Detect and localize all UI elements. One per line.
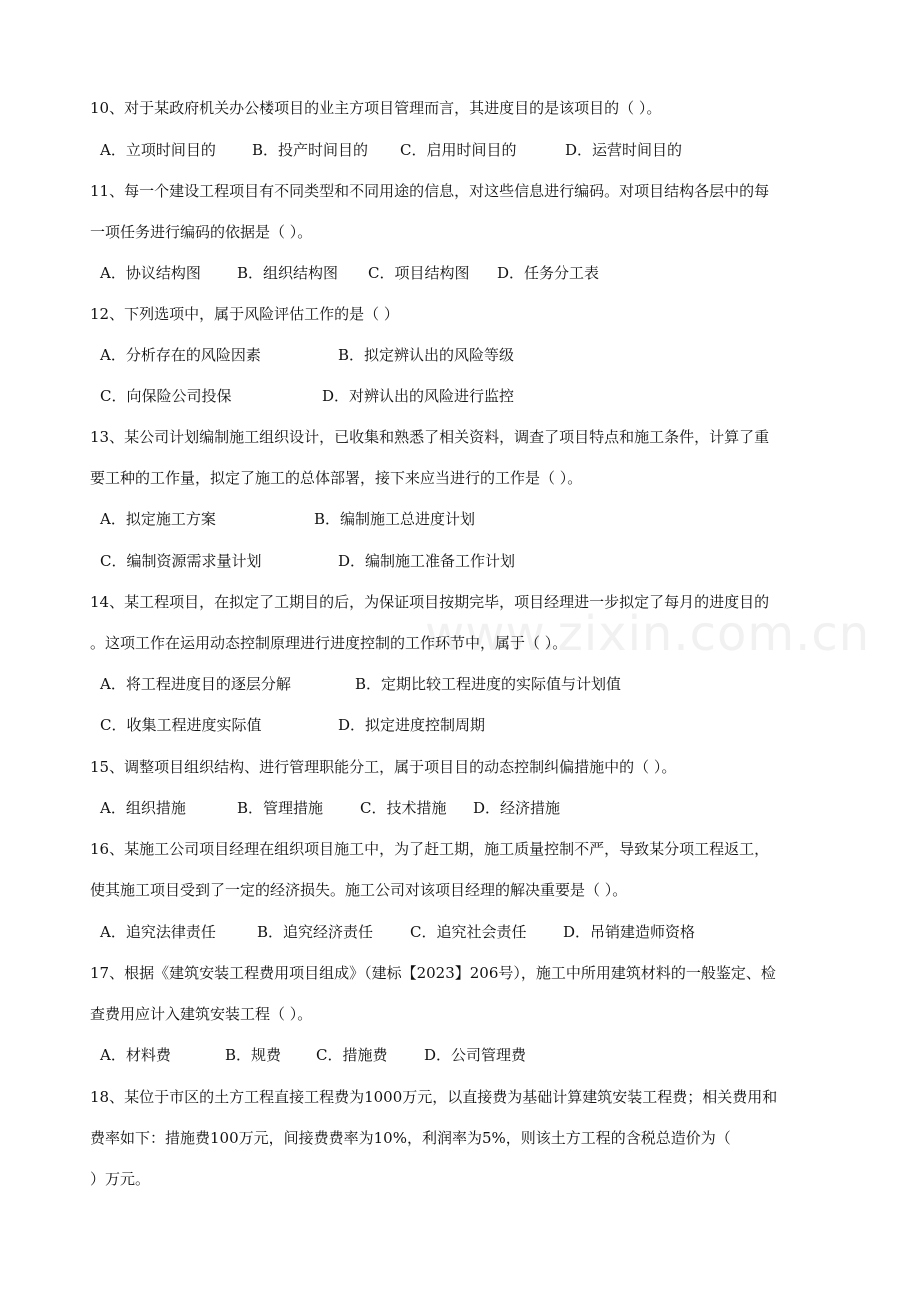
question-14-option-d: D．拟定进度控制周期 — [338, 716, 486, 734]
question-13-option-b: B．编制施工总进度计划 — [314, 510, 476, 528]
question-16-option-c: C．追究社会责任 — [410, 923, 527, 941]
question-14-option-c: C．收集工程进度实际值 — [100, 716, 262, 734]
question-11-stem-line-1: 11、每一个建设工程项目有不同类型和不同用途的信息，对这些信息进行编码。对项目结构各层中的每 — [90, 182, 770, 200]
question-15-option-b: B．管理措施 — [237, 799, 324, 817]
question-16-stem-line-2: 使其施工项目受到了一定的经济损失。施工公司对该项目经理的解决重要是（ ）。 — [90, 881, 628, 899]
question-16-stem-line-1: 16、某施工公司项目经理在组织项目施工中，为了赶工期，施工质量控制不严，导致某分项工程返工， — [90, 840, 770, 858]
question-15-option-d: D．经济措施 — [473, 799, 561, 817]
question-17-option-b: B．规费 — [225, 1046, 282, 1064]
question-11-stem-line-2: 一项任务进行编码的依据是（ ）。 — [90, 223, 313, 241]
question-14-option-a: A．将工程进度目的逐层分解 — [100, 675, 291, 693]
question-12-option-d: D．对辨认出的风险进行监控 — [322, 387, 515, 405]
question-18-stem-line-3: ）万元。 — [90, 1170, 151, 1188]
question-16-option-d: D．吊销建造师资格 — [563, 923, 696, 941]
question-11-option-c: C．项目结构图 — [368, 264, 470, 282]
question-15-option-a: A．组织措施 — [100, 799, 186, 817]
watermark: www.zixin.com.cn — [425, 606, 871, 662]
question-10-option-d: D．运营时间目的 — [565, 141, 683, 159]
question-14-option-b: B．定期比较工程进度的实际值与计划值 — [355, 675, 622, 693]
question-18-stem-line-2: 费率如下：措施费100万元，间接费费率为10%，利润率为5%，则该土方工程的含税总造价为（ — [90, 1129, 731, 1147]
question-15-stem-line-1: 15、调整项目组织结构、进行管理职能分工，属于项目目的动态控制纠偏措施中的（ ）。 — [90, 758, 677, 776]
question-10-option-c: C．启用时间目的 — [400, 141, 517, 159]
question-11-option-b: B．组织结构图 — [237, 264, 339, 282]
question-12-option-b: B．拟定辨认出的风险等级 — [338, 346, 515, 364]
question-17-option-a: A．材料费 — [100, 1046, 171, 1064]
question-10-stem-line-1: 10、对于某政府机关办公楼项目的业主方项目管理而言，其进度目的是该项目的（ ）。 — [90, 99, 662, 117]
question-13-option-a: A．拟定施工方案 — [100, 510, 216, 528]
question-11-option-d: D．任务分工表 — [497, 264, 600, 282]
question-14-stem-line-1: 14、某工程项目，在拟定了工期目的后，为保证项目按期完毕，项目经理进一步拟定了每月的进度目的 — [90, 593, 770, 611]
question-13-option-c: C．编制资源需求量计划 — [100, 552, 262, 570]
question-17-stem-line-1: 17、根据《建筑安装工程费用项目组成》（建标【2023】206号），施工中所用建筑材料的一般鉴定、检 — [90, 964, 776, 982]
question-16-option-b: B．追究经济责任 — [257, 923, 374, 941]
question-17-option-c: C．措施费 — [316, 1046, 388, 1064]
question-10-option-b: B．投产时间目的 — [252, 141, 369, 159]
question-15-option-c: C．技术措施 — [360, 799, 447, 817]
question-12-option-c: C．向保险公司投保 — [100, 387, 232, 405]
question-14-stem-line-2: 。这项工作在运用动态控制原理进行进度控制的工作环节中，属于（ ）。 — [90, 634, 568, 652]
question-16-option-a: A．追究法律责任 — [100, 923, 216, 941]
question-17-option-d: D．公司管理费 — [424, 1046, 527, 1064]
question-17-stem-line-2: 查费用应计入建筑安装工程（ ）。 — [90, 1005, 313, 1023]
question-18-stem-line-1: 18、某位于市区的土方工程直接工程费为1000万元，以直接费为基础计算建筑安装工程费；相关费用和 — [90, 1088, 778, 1106]
question-13-stem-line-2: 要工种的工作量，拟定了施工的总体部署，接下来应当进行的工作是（ ）。 — [90, 469, 583, 487]
question-10-option-a: A．立项时间目的 — [100, 141, 216, 159]
question-13-stem-line-1: 13、某公司计划编制施工组织设计，已收集和熟悉了相关资料，调查了项目特点和施工条件，计算了重 — [90, 428, 770, 446]
question-11-option-a: A．协议结构图 — [100, 264, 201, 282]
question-12-stem-line-1: 12、下列选项中，属于风险评估工作的是（ ） — [90, 305, 399, 323]
question-13-option-d: D．编制施工准备工作计划 — [338, 552, 516, 570]
question-12-option-a: A．分析存在的风险因素 — [100, 346, 261, 364]
